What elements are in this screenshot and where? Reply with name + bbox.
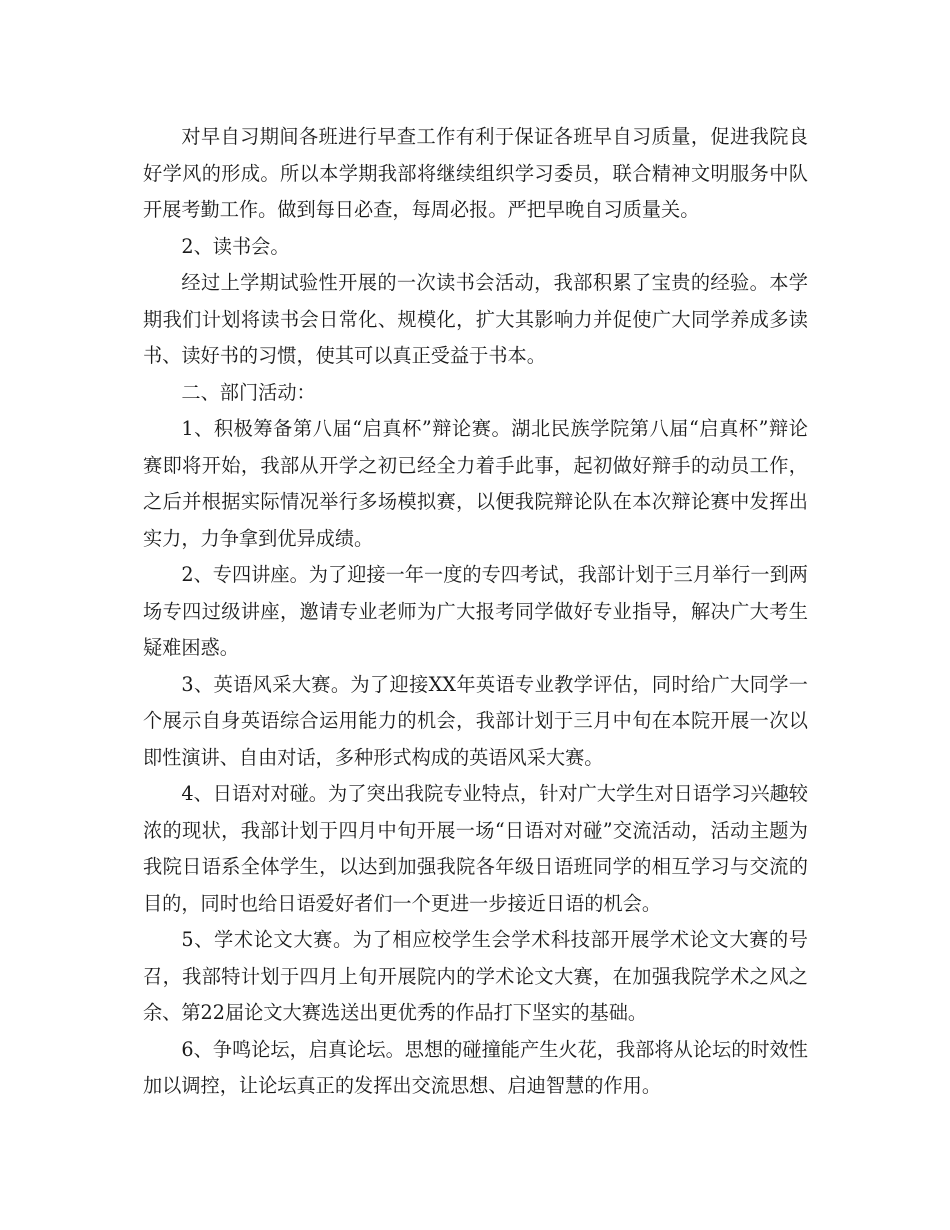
- paragraph-japanese-exchange: 4、日语对对碰。为了突出我院专业特点，针对广大学生对日语学习兴趣较浓的现状，我部计划于四月中旬开展一场“日语对对碰”交流活动，活动主题为我院日语系全体学生，以达到加强我院各年级日语班同学的相互学习与交流的目的，同时也给日语爱好者们一个更进一步接近日语的机会。: [143, 782, 808, 915]
- paragraph-debate: 1、积极筹备第八届“启真杯”辩论赛。湖北民族学院第八届“启真杯”辩论赛即将开始，我部从开学之初已经全力着手此事，起初做好辩手的动员工作，之后并根据实际情况举行多场模拟赛，以便我院辩论队在本次辩论赛中发挥出实力，力争拿到优异成绩。: [143, 417, 808, 550]
- paragraph-reading-club: 经过上学期试验性开展的一次读书会活动，我部积累了宝贵的经验。本学期我们计划将读书会日常化、规模化，扩大其影响力并促使广大同学养成多读书、读好书的习惯，使其可以真正受益于书本。: [143, 271, 808, 367]
- paragraph-english-contest: 3、英语风采大赛。为了迎接XX年英语专业教学评估，同时给广大同学一个展示自身英语综合运用能力的机会，我部计划于三月中旬在本院开展一次以即性演讲、自由对话，多种形式构成的英语风采大赛。: [143, 672, 808, 769]
- paragraph-morning-check: 对早自习期间各班进行早查工作有利于保证各班早自习质量，促进我院良好学风的形成。所以本学期我部将继续组织学习委员，联合精神文明服务中队开展考勤工作。做到每日必查，每周必报。严把早晚自习质量关。: [143, 125, 808, 221]
- paragraph-tem4-lecture: 2、专四讲座。为了迎接一年一度的专四考试，我部计划于三月举行一到两场专四过级讲座，邀请专业老师为广大报考同学做好专业指导，解决广大考生疑难困惑。: [143, 563, 808, 659]
- document-body: [143, 119, 808, 1105]
- paragraph-paper-contest: 5、学术论文大赛。为了相应校学生会学术科技部开展学术论文大赛的号召，我部特计划于四月上旬开展院内的学术论文大赛，在加强我院学术之风之余、第22届论文大赛选送出更优秀的作品打下坚实的基础。: [143, 928, 808, 1024]
- paragraph-reading-club-heading: 2、读书会。: [181, 234, 290, 258]
- section-heading-department-activities: 二、部门活动：: [181, 380, 316, 404]
- paragraph-forum: 6、争鸣论坛，启真论坛。思想的碰撞能产生火花，我部将从论坛的时效性加以调控，让论坛真正的发挥出交流思想、启迪智慧的作用。: [143, 1037, 808, 1097]
